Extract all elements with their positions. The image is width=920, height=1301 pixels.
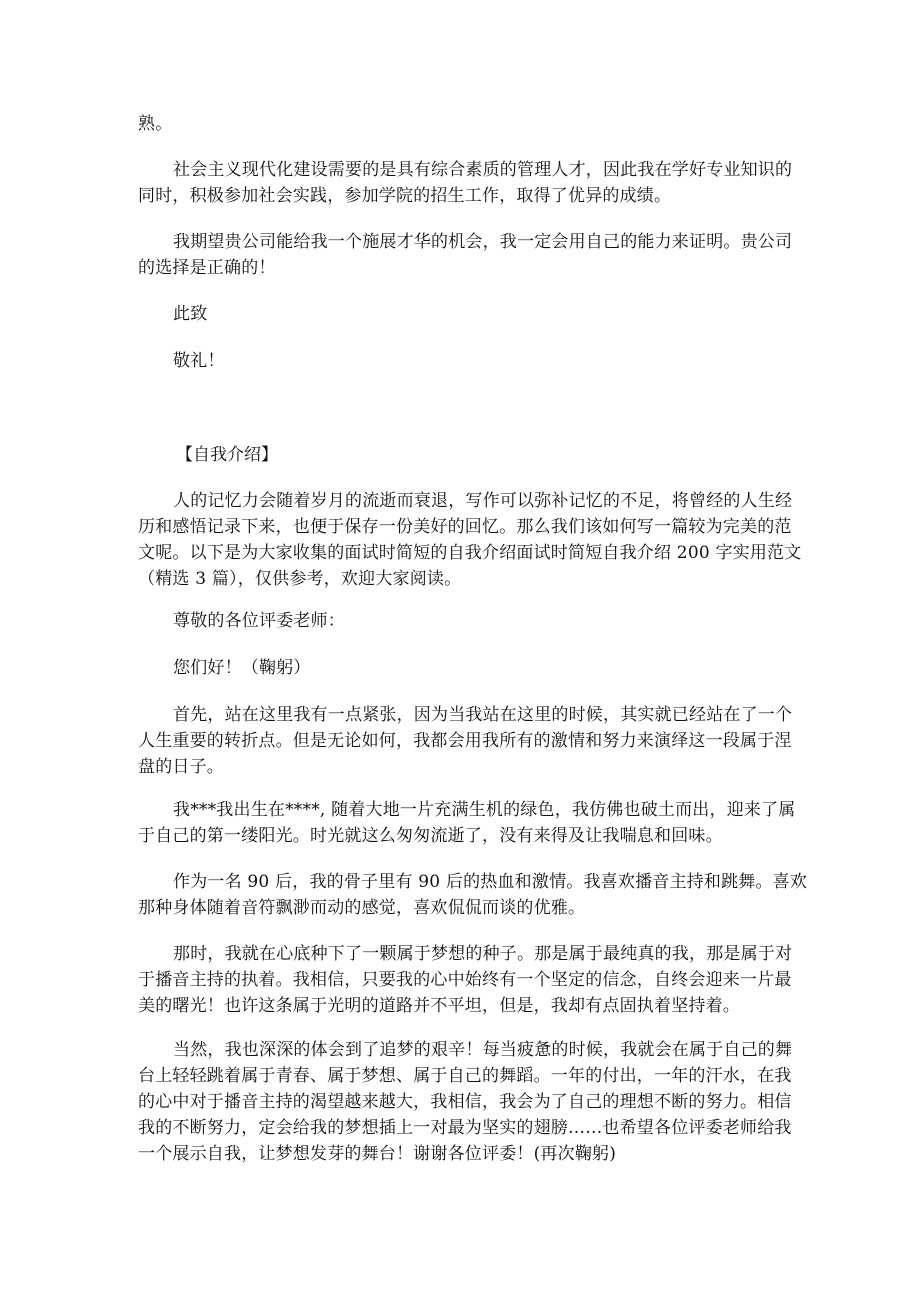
paragraph-born [138, 797, 796, 849]
paragraph-hardship [138, 1037, 792, 1167]
paragraph-line: 人生重要的转折点。但是无论如何，我都会用我所有的激情和努力来演绎这一段属于涅 [138, 731, 792, 751]
paragraph-management [138, 157, 792, 209]
paragraph-line: 的心中对于播音主持的渴望越来越大，我相信，我会为了自己的理想不断的努力。相信 [138, 1092, 792, 1112]
paragraph-line: 美的曙光！也许这条属于光明的道路并不平坦，但是，我却有点固执着坚持着。 [138, 996, 740, 1016]
paragraph-line: 人的记忆力会随着岁月的流逝而衰退，写作可以弥补记忆的不足，将曾经的人生经 [173, 491, 793, 511]
paragraph-line: 台上轻轻跳着属于青春、属于梦想、属于自己的舞蹈。一年的付出，一年的汗水，在我 [138, 1066, 792, 1086]
paragraph-line: 同时，积极参加社会实践，参加学院的招生工作，取得了优异的成绩。 [138, 186, 672, 206]
paragraph-dream [138, 941, 792, 1019]
paragraph-line: 于播音主持的执着。我相信，只要我的心中始终有一个坚定的信念，自终会迎来一片最 [138, 970, 792, 990]
paragraph-line: 那时，我就在心底种下了一颗属于梦想的种子。那是属于最纯真的我，那是属于对 [173, 944, 793, 964]
paragraph-line: （精选 3 篇），仅供参考，欢迎大家阅读。 [138, 569, 462, 589]
paragraph-line: 我期望贵公司能给我一个施展才华的机会，我一定会用自己的能力来证明。贵公司 [173, 232, 793, 252]
closing-jingli [138, 348, 792, 374]
closing-line: 此致 [173, 304, 208, 324]
paragraph-line: 作为一名 90 后，我的骨子里有 90 后的热血和激情。我喜欢播音主持和跳舞。喜欢 [173, 872, 808, 892]
salutation [138, 608, 792, 634]
paragraph-line: 我的不断努力，定会给我的梦想插上一对最为坚实的翅膀……也希望各位评委老师给我 [138, 1118, 792, 1138]
paragraph-line: 文呢。以下是为大家收集的面试时简短的自我介绍面试时简短自我介绍 200 字实用范文 [138, 543, 802, 563]
paragraph-line: 社会主义现代化建设需要的是具有综合素质的管理人才，因此我在学好专业知识的 [173, 160, 793, 180]
paragraph-line: 的选择是正确的！ [138, 258, 276, 278]
greeting-line: 您们好！（鞠躬） [173, 658, 311, 678]
paragraph-line: 熟。 [138, 114, 173, 134]
section-heading: 【自我介绍】 [176, 445, 278, 465]
paragraph-line: 当然，我也深深的体会到了追梦的艰辛！每当疲惫的时候，我就会在属于自己的舞 [173, 1040, 793, 1060]
paragraph-hope [138, 229, 792, 281]
paragraph-line: 于自己的第一缕阳光。时光就这么匆匆流逝了，没有来得及让我喘息和回味。 [138, 826, 723, 846]
salutation-line: 尊敬的各位评委老师： [173, 611, 345, 631]
paragraph-line: 那种身体随着音符飘渺而动的感觉，喜欢侃侃而谈的优雅。 [138, 898, 586, 918]
paragraph-line: 盘的日子。 [138, 757, 224, 777]
paragraph-nervous [138, 702, 792, 780]
closing-cizhi [138, 301, 792, 327]
paragraph-line: 历和感悟记录下来，也便于保存一份美好的回忆。那么我们该如何写一篇较为完美的范 [138, 517, 792, 537]
greeting [138, 655, 792, 681]
paragraph-line: 一个展示自我，让梦想发芽的舞台！谢谢各位评委！(再次鞠躬) [138, 1144, 617, 1164]
paragraph-intro [138, 488, 802, 592]
continuation-text [138, 111, 792, 137]
paragraph-90s [138, 869, 808, 921]
paragraph-line: 首先，站在这里我有一点紧张，因为当我站在这里的时候，其实就已经站在了一个 [173, 705, 793, 725]
closing-line: 敬礼！ [173, 351, 225, 371]
paragraph-line: 我***我出生在****, 随着大地一片充满生机的绿色，我仿佛也破土而出，迎来了属 [173, 800, 796, 820]
